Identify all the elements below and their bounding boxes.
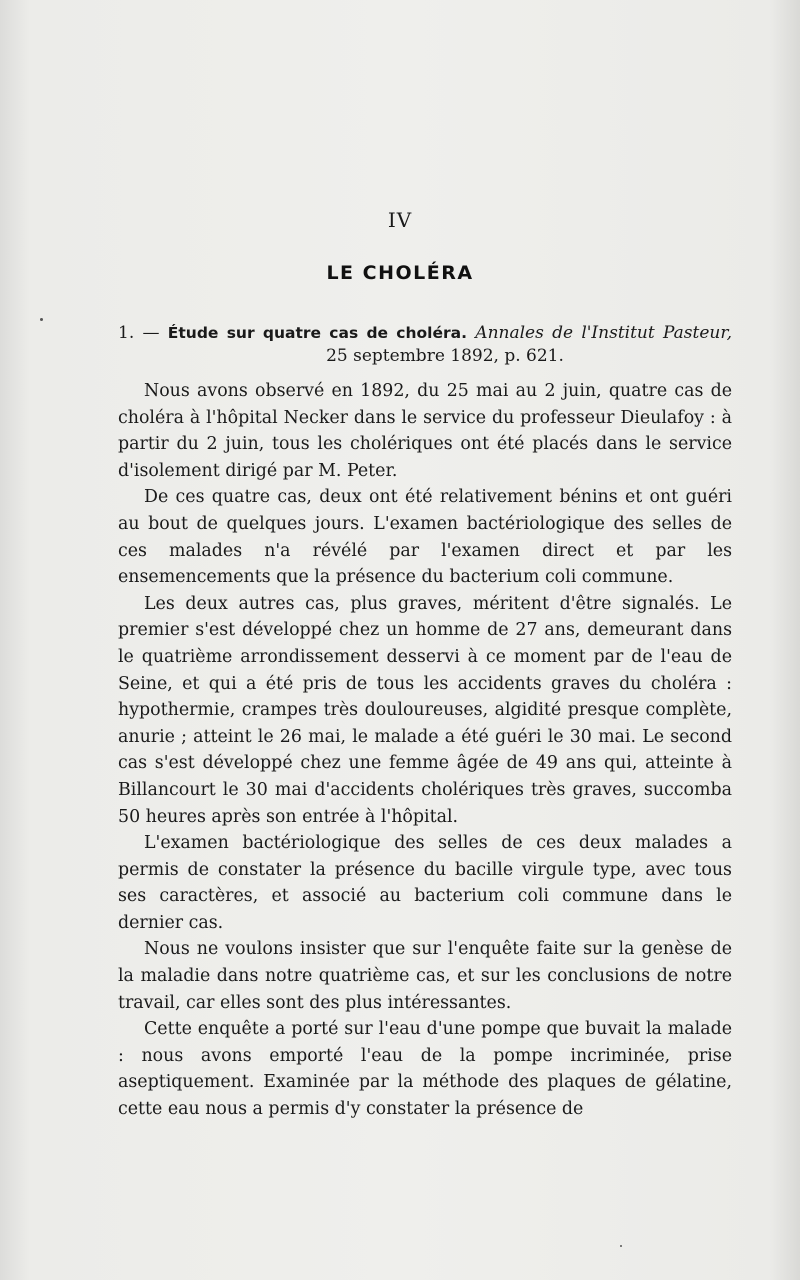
reference-line-1 [118, 322, 732, 345]
body-text [118, 378, 732, 1123]
paragraph: De ces quatre cas, deux ont été relativement bénins et ont guéri au bout de quelques jours. L'examen bactériologique des selles de ces malades n'a révélé par l'examen direct et par les ensemencements que la présence du bacterium coli commune. [118, 487, 732, 588]
scan-speck [40, 318, 43, 321]
reference-dash: — [142, 323, 160, 343]
chapter-number: IV [387, 208, 413, 232]
paragraph: Les deux autres cas, plus graves, méritent d'être signalés. Le premier s'est développé chez un homme de 27 ans, demeurant dans le quatrième arrondissement desservi à ce moment par de l'eau de Seine, et qui a été pris de tous les accidents graves du choléra : hypothermie, crampes très douloureuses, algidité presque complète, anurie ; atteint le 26 mai, le malade a été guéri le 30 mai. Le second cas s'est développé chez une femme âgée de 49 ans qui, atteinte à Billancourt le 30 mai d'accidents cholériques très graves, succomba 50 heures après son entrée à l'hôpital. [118, 593, 732, 827]
paragraph: Cette enquête a porté sur l'eau d'une pompe que buvait la malade : nous avons emporté l'eau de la pompe incriminée, prise aseptiquement. Examinée par la méthode des plaques de gélatine, cette eau nous a permis d'y constater la présence de [118, 1019, 732, 1120]
chapter-title: LE CHOLÉRA [326, 262, 474, 284]
reference-number: 1. [118, 323, 135, 343]
paragraph: Nous avons observé en 1892, du 25 mai au 2 juin, quatre cas de choléra à l'hôpital Necker dans le service du professeur Dieulafoy : à partir du 2 juin, tous les cholériques ont été placés dans le service d'isolement dirigé par M. Peter. [118, 381, 732, 481]
paragraph: L'examen bactériologique des selles de ces deux malades a permis de constater la présence du bacille virgule type, avec tous ses caractères, et associé au bacterium coli commune dans le dernier cas. [118, 833, 732, 933]
scan-speck [620, 1245, 622, 1247]
paragraph: Nous ne voulons insister que sur l'enquête faite sur la genèse de la maladie dans notre quatrième cas, et sur les conclusions de notre travail, car elles sont des plus intéressantes. [118, 939, 732, 1013]
reference-title: Étude sur quatre cas de choléra. [167, 324, 468, 342]
bibliographic-reference [118, 322, 732, 368]
reference-date: 25 septembre 1892, p. 621. [326, 346, 564, 366]
reference-journal: Annales de l'Institut Pasteur, [475, 323, 733, 343]
